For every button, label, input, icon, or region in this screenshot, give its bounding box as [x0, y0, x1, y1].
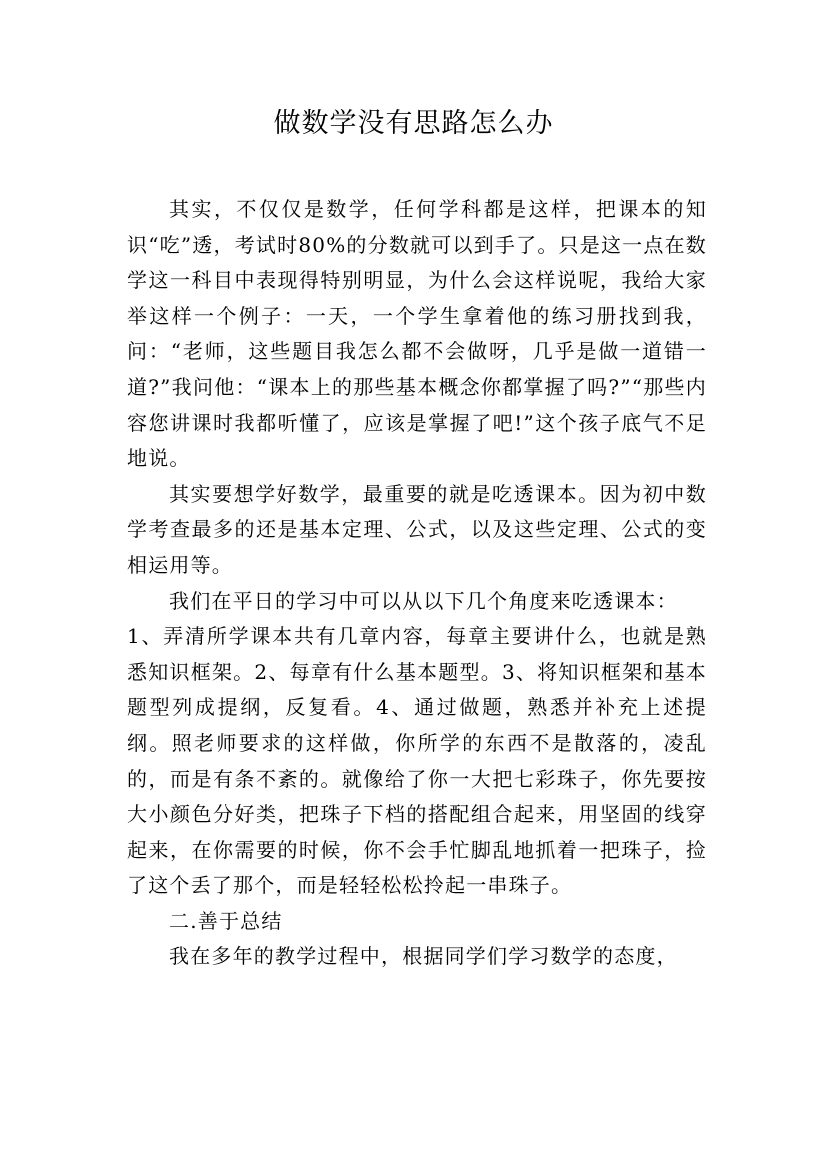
paragraph-2: 其实要想学好数学，最重要的就是吃透课本。因为初中数学考查最多的还是基本定理、公式，以及这些定理、公式的变相运用等。: [127, 481, 707, 577]
paragraph-5: 我在多年的教学过程中，根据同学们学习数学的态度，: [169, 944, 678, 969]
page-title: 做数学没有思路怎么办: [273, 108, 554, 139]
section-heading: 二.善于总结: [169, 908, 283, 933]
document-body: [127, 192, 707, 975]
paragraph-1: 其实，不仅仅是数学，任何学科都是这样，把课本的知识“吃”透，考试时80%的分数就可以到手了。只是这一点在数学这一科目中表现得特别明显，为什么会这样说呢，我给大家举这样一个例子：一天，一个学生拿着他的练习册找到我，问：“老师，这些题目我怎么都不会做呀，几乎是做一道错一道?”我问他：“课本上的那些基本概念你都掌握了吗?”“那些内容您讲课时我都听懂了，应该是掌握了吧!”这个孩子底气不足地说。: [127, 197, 707, 471]
paragraph-4: 1、弄清所学课本共有几章内容，每章主要讲什么，也就是熟悉知识框架。2、每章有什么基本题型。3、将知识框架和基本题型列成提纲，反复看。4、通过做题，熟悉并补充上述提纲。照老师要求的这样做，你所学的东西不是散落的，凌乱的，而是有条不紊的。就像给了你一大把七彩珠子，你先要按大小颜色分好类，把珠子下档的搭配组合起来，用坚固的线穿起来，在你需要的时候，你不会手忙脚乱地抓着一把珠子，捡了这个丢了那个，而是轻轻松松拎起一串珠子。: [127, 624, 707, 898]
paragraph-3: 我们在平日的学习中可以从以下几个角度来吃透课本：: [169, 588, 678, 613]
